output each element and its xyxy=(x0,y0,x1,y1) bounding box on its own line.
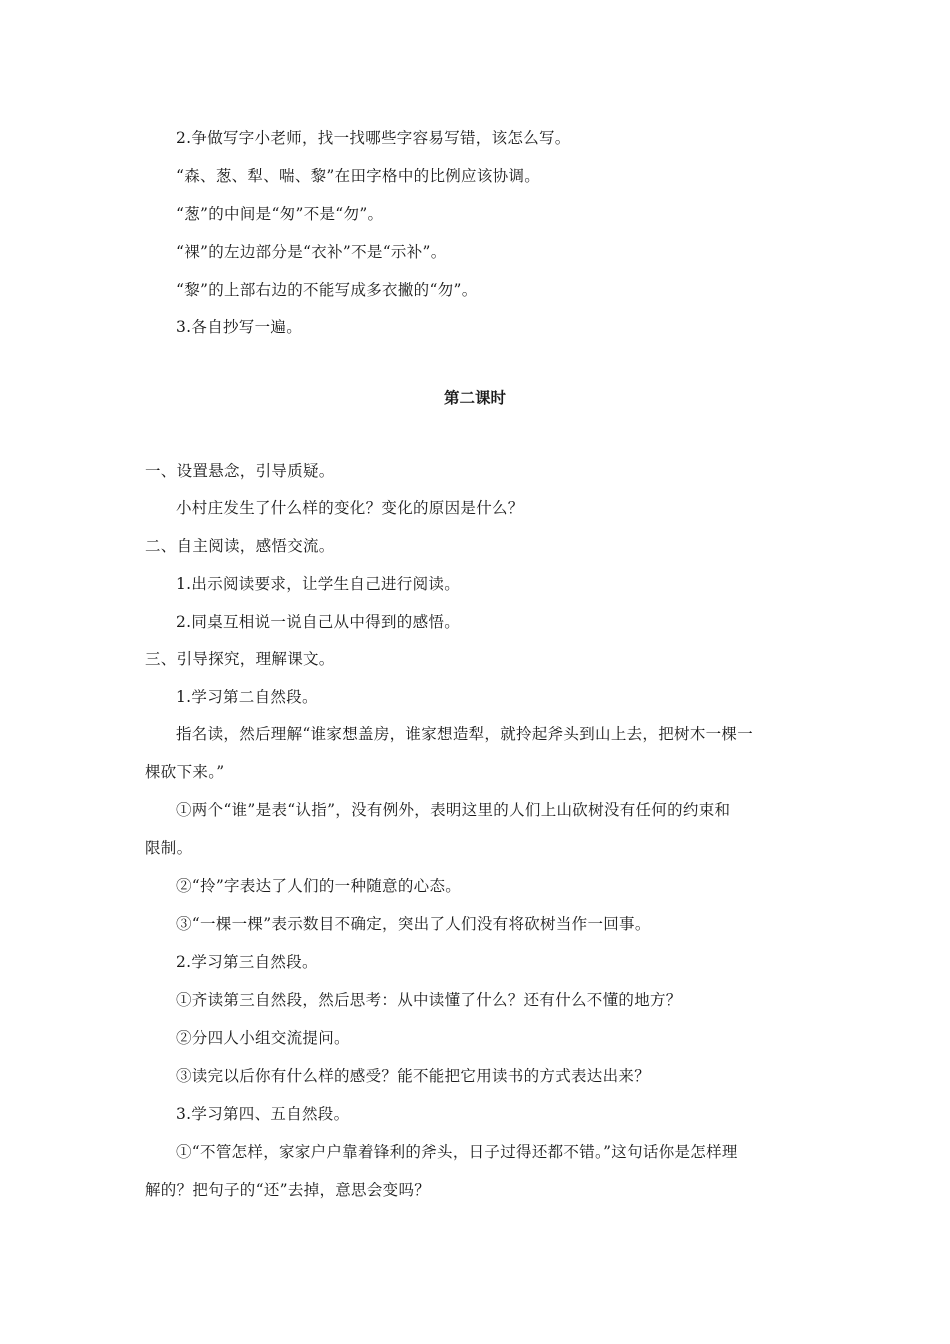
section-heading: 三、引导探究，理解课文。 xyxy=(145,650,335,668)
writing-note: “黎”的上部右边的不能写成多衣撇的“勿”。 xyxy=(176,281,478,299)
list-item: 1.出示阅读要求，让学生自己进行阅读。 xyxy=(176,575,460,593)
list-item: 2.同桌互相说一说自己从中得到的感悟。 xyxy=(176,613,460,631)
paragraph-continued: 解的？把句子的“还”去掉，意思会变吗？ xyxy=(145,1181,431,1199)
paragraph: ①齐读第三自然段，然后思考：从中读懂了什么？还有什么不懂的地方？ xyxy=(176,991,682,1009)
paragraph: 小村庄发生了什么样的变化？变化的原因是什么？ xyxy=(176,499,524,517)
writing-note: “葱”的中间是“匆”不是“勿”。 xyxy=(176,205,384,223)
list-item: 3.各自抄写一遍。 xyxy=(176,318,302,336)
writing-note: “森、葱、犁、喘、黎”在田字格中的比例应该协调。 xyxy=(176,167,541,185)
writing-note: “裸”的左边部分是“衣补”不是“示补”。 xyxy=(176,243,447,261)
paragraph: ②“拎”字表达了人们的一种随意的心态。 xyxy=(176,877,462,895)
lesson-title: 第二课时 xyxy=(443,389,506,407)
list-item: 2.学习第三自然段。 xyxy=(176,953,318,971)
paragraph: ③读完以后你有什么样的感受？能不能把它用读书的方式表达出来？ xyxy=(176,1067,651,1085)
section-heading: 一、设置悬念，引导质疑。 xyxy=(145,462,335,480)
paragraph-continued: 限制。 xyxy=(145,839,193,857)
paragraph: ③“一棵一棵”表示数目不确定，突出了人们没有将砍树当作一回事。 xyxy=(176,915,651,933)
paragraph: 指名读，然后理解“谁家想盖房，谁家想造犁，就拎起斧头到山上去，把树木一棵一 xyxy=(176,725,754,743)
paragraph: ①“不管怎样，家家户户靠着锋利的斧头，日子过得还都不错。”这句话你是怎样理 xyxy=(176,1143,738,1161)
section-heading: 二、自主阅读，感悟交流。 xyxy=(145,537,335,555)
list-item: 1.学习第二自然段。 xyxy=(176,688,318,706)
list-item: 2.争做写字小老师，找一找哪些字容易写错，该怎么写。 xyxy=(176,129,571,147)
paragraph-continued: 棵砍下来。” xyxy=(145,763,225,781)
list-item: 3.学习第四、五自然段。 xyxy=(176,1105,350,1123)
paragraph: ①两个“谁”是表“认指”，没有例外，表明这里的人们上山砍树没有任何的约束和 xyxy=(176,801,731,819)
paragraph: ②分四人小组交流提问。 xyxy=(176,1029,350,1047)
